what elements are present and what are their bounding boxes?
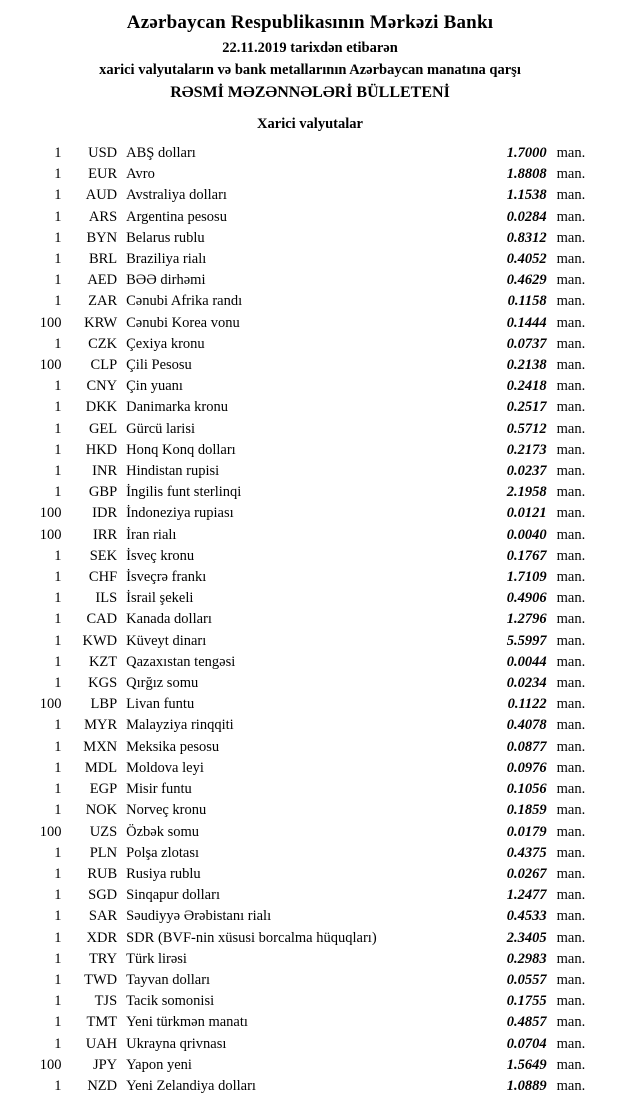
currency-amount: 1 [54,844,62,861]
currency-unit: man. [556,463,586,480]
currency-name: Yeni türkmən manatı [126,1014,248,1031]
currency-unit: man. [556,675,586,692]
currency-amount: 1 [54,887,62,904]
bulletin-heading: RƏSMİ MƏZƏNNƏLƏRİ BÜLLETENİ [170,84,450,101]
currency-rate: 0.4629 [506,272,547,289]
currency-code: TJS [94,993,118,1010]
currency-amount: 1 [54,335,62,352]
currency-name: Malayziya rinqqiti [126,717,234,734]
currency-rate: 0.0267 [506,865,547,882]
currency-amount: 1 [54,441,62,458]
currency-rate: 0.0179 [506,823,547,840]
currency-unit: man. [556,802,586,819]
currency-rate: 1.8808 [506,166,547,183]
currency-code: AUD [85,187,118,204]
currency-code: NOK [85,802,118,819]
currency-unit: man. [556,908,586,925]
currency-unit: man. [556,1056,586,1073]
currency-unit: man. [556,590,586,607]
currency-code: IDR [92,505,118,522]
currency-amount: 100 [39,505,62,522]
currency-rate: 1.2796 [506,611,547,628]
document-subtitle: xarici valyutaların və bank metallarının Azərbaycan manatına qarşı [99,62,521,78]
currency-amount: 1 [54,547,62,564]
currency-name: Hindistan rupisi [126,463,220,480]
currency-name: Moldova leyi [126,759,204,776]
currency-amount: 1 [54,399,62,416]
currency-code: SGD [88,887,118,904]
table-row [18,631,602,652]
currency-rate: 1.1538 [506,187,547,204]
table-row [18,800,602,821]
currency-code: MDL [84,759,118,776]
currency-unit: man. [556,547,586,564]
table-row [18,970,602,991]
currency-name: Avro [126,166,155,183]
currency-unit: man. [556,781,586,798]
currency-name: Cənubi Afrika randı [126,293,243,310]
currency-unit: man. [556,187,586,204]
currency-rate: 0.1056 [506,781,547,798]
table-row [18,376,602,397]
currency-unit: man. [556,759,586,776]
currency-unit: man. [556,314,586,331]
currency-unit: man. [556,272,586,289]
table-row [18,440,602,461]
currency-name: Səudiyyə Ərəbistanı rialı [126,908,272,925]
currency-name: Meksika pesosu [126,738,220,755]
table-row [18,906,602,927]
currency-name: Cənubi Korea vonu [126,314,240,331]
currency-code: LBP [90,696,118,713]
currency-amount: 100 [39,823,62,840]
currency-code: BRL [88,251,118,268]
currency-rate: 0.2517 [506,399,547,416]
currency-unit: man. [556,971,586,988]
currency-name: Belarus rublu [126,229,205,246]
currency-amount: 1 [54,208,62,225]
currency-unit: man. [556,526,586,543]
currency-rate: 0.0557 [506,971,547,988]
currency-rate: 0.0737 [506,335,547,352]
currency-amount: 1 [54,420,62,437]
currency-amount: 1 [54,993,62,1010]
currency-unit: man. [556,844,586,861]
currency-code: TWD [84,971,118,988]
table-row [18,758,602,779]
currency-name: Rusiya rublu [126,865,201,882]
currency-amount: 1 [54,293,62,310]
table-row [18,1012,602,1033]
table-row [18,567,602,588]
currency-amount: 1 [54,166,62,183]
currency-rate: 1.5649 [506,1056,547,1073]
currency-name: Norveç kronu [126,802,207,819]
currency-rate: 0.2138 [506,357,547,374]
currency-amount: 1 [54,950,62,967]
table-row [18,397,602,418]
currency-code: PLN [89,844,118,861]
currency-amount: 1 [54,484,62,501]
currency-rate: 0.1444 [506,314,547,331]
currency-code: CZK [88,335,118,352]
currency-unit: man. [556,865,586,882]
currency-unit: man. [556,145,586,161]
currency-name: Sinqapur dolları [126,887,220,904]
currency-rate: 0.2983 [506,950,547,967]
currency-rate: 0.0284 [506,208,547,225]
currency-unit: man. [556,887,586,904]
currency-code: IRR [92,526,118,543]
section-title-foreign-currencies: Xarici valyutalar [257,116,363,132]
currency-rate: 0.0237 [506,463,547,480]
currency-name: İngilis funt sterlinqi [126,484,242,501]
currency-name: Kanada dolları [126,611,212,628]
currency-name: Qırğız somu [126,675,199,692]
currency-amount: 1 [54,717,62,734]
currency-code: USD [88,145,118,161]
currency-name: BƏƏ dirhəmi [126,272,206,289]
currency-amount: 1 [54,781,62,798]
currency-amount: 1 [54,971,62,988]
table-row [18,503,602,524]
currency-code: INR [92,463,118,480]
currency-code: RUB [87,865,118,882]
currency-name: Türk lirəsi [126,950,187,967]
exchange-rates-table [18,143,602,1097]
currency-name: Polşa zlotası [126,844,200,861]
table-row [18,609,602,630]
document-header [18,12,602,102]
currency-unit: man. [556,696,586,713]
currency-code: HKD [85,441,118,458]
currency-code: MYR [84,717,118,734]
currency-amount: 1 [54,187,62,204]
currency-rate: 1.0889 [506,1077,547,1094]
currency-amount: 1 [54,738,62,755]
currency-amount: 1 [54,569,62,586]
currency-unit: man. [556,229,586,246]
currency-unit: man. [556,1035,586,1052]
currency-unit: man. [556,993,586,1010]
currency-amount: 1 [54,908,62,925]
currency-amount: 100 [39,314,62,331]
currency-unit: man. [556,441,586,458]
currency-amount: 1 [54,759,62,776]
currency-amount: 1 [54,1077,62,1094]
currency-name: Danimarka kronu [126,399,229,416]
table-row [18,143,602,164]
table-row [18,673,602,694]
currency-amount: 100 [39,696,62,713]
currency-rate: 0.0704 [506,1035,547,1052]
currency-name: Özbək somu [126,823,200,840]
currency-amount: 1 [54,378,62,395]
table-row [18,885,602,906]
table-row [18,546,602,567]
currency-name: ABŞ dolları [126,145,196,161]
currency-rate: 0.8312 [506,229,547,246]
currency-unit: man. [556,293,586,310]
table-row [18,185,602,206]
currency-amount: 100 [39,357,62,374]
currency-name: Çexiya kronu [126,335,205,352]
currency-name: Braziliya rialı [126,251,207,268]
table-row [18,270,602,291]
currency-name: Tayvan dolları [126,971,211,988]
currency-code: XDR [86,929,118,946]
table-row [18,419,602,440]
currency-rate: 0.1859 [506,802,547,819]
currency-unit: man. [556,251,586,268]
currency-rate: 0.0044 [506,653,547,670]
currency-code: KGS [88,675,118,692]
currency-code: ILS [95,590,118,607]
currency-name: Çili Pesosu [126,357,192,374]
table-row [18,779,602,800]
currency-amount: 1 [54,1014,62,1031]
currency-name: Qazaxıstan tengəsi [126,653,236,670]
currency-rate: 0.0121 [506,505,547,522]
currency-rate: 2.3405 [506,929,547,946]
table-row [18,313,602,334]
currency-name: Misir funtu [126,781,192,798]
table-row [18,164,602,185]
currency-code: TRY [88,950,118,967]
currency-name: İran rialı [126,526,177,543]
currency-code: JPY [92,1056,118,1073]
currency-code: CHF [88,569,118,586]
currency-unit: man. [556,166,586,183]
currency-amount: 1 [54,929,62,946]
currency-code: UAH [85,1035,118,1052]
currency-unit: man. [556,738,586,755]
currency-unit: man. [556,950,586,967]
currency-code: EGP [89,781,118,798]
table-row [18,291,602,312]
currency-amount: 100 [39,1056,62,1073]
currency-unit: man. [556,335,586,352]
currency-code: KWD [82,632,118,649]
currency-name: Gürcü larisi [126,420,195,437]
currency-unit: man. [556,1014,586,1031]
currency-name: İsveçrə frankı [126,569,207,586]
currency-code: EUR [88,166,118,183]
currency-unit: man. [556,1077,586,1094]
currency-name: Tacik somonisi [126,993,215,1010]
currency-code: TMT [86,1014,118,1031]
currency-unit: man. [556,208,586,225]
currency-name: Ukrayna qrivnası [126,1035,227,1052]
table-row [18,843,602,864]
currency-amount: 100 [39,526,62,543]
currency-amount: 1 [54,463,62,480]
currency-rate: 0.4857 [506,1014,547,1031]
currency-unit: man. [556,929,586,946]
currency-name: Livan funtu [126,696,195,713]
currency-rate: 0.1755 [506,993,547,1010]
currency-name: Yeni Zelandiya dolları [126,1077,256,1094]
table-row [18,461,602,482]
currency-name: İsveç kronu [126,547,195,564]
currency-rate: 0.0976 [506,759,547,776]
currency-unit: man. [556,653,586,670]
currency-code: SAR [88,908,118,925]
table-row [18,228,602,249]
currency-code: CAD [86,611,118,628]
currency-rate: 0.4078 [506,717,547,734]
currency-code: KZT [88,653,118,670]
currency-code: CLP [90,357,118,374]
table-row [18,525,602,546]
table-row [18,334,602,355]
currency-rate: 0.1122 [507,696,547,713]
currency-amount: 1 [54,590,62,607]
table-row [18,737,602,758]
currency-unit: man. [556,717,586,734]
table-row [18,207,602,228]
currency-rate: 0.1158 [507,293,547,310]
currency-unit: man. [556,505,586,522]
currency-code: NZD [87,1077,118,1094]
currency-rate: 1.7109 [506,569,547,586]
currency-rate: 0.0234 [506,675,547,692]
table-row [18,928,602,949]
currency-rate: 0.2173 [506,441,547,458]
currency-rate: 0.0877 [506,738,547,755]
currency-code: AED [87,272,118,289]
exchange-rates-body [18,143,602,1097]
currency-rate: 0.4052 [506,251,547,268]
currency-code: CNY [86,378,118,395]
currency-amount: 1 [54,675,62,692]
currency-unit: man. [556,569,586,586]
table-row [18,1076,602,1097]
currency-name: Honq Konq dolları [126,441,236,458]
currency-code: ZAR [88,293,118,310]
bank-title: Azərbaycan Respublikasının Mərkəzi Bankı [126,12,494,33]
currency-amount: 1 [54,145,62,161]
table-row [18,249,602,270]
currency-rate: 0.0040 [506,526,547,543]
currency-code: SEK [89,547,118,564]
currency-amount: 1 [54,865,62,882]
table-row [18,482,602,503]
currency-amount: 1 [54,611,62,628]
currency-code: MXN [83,738,118,755]
currency-unit: man. [556,420,586,437]
currency-name: SDR (BVF-nin xüsusi borcalma hüquqları) [126,929,377,946]
currency-amount: 1 [54,229,62,246]
currency-amount: 1 [54,632,62,649]
table-row [18,949,602,970]
currency-amount: 1 [54,251,62,268]
currency-rate: 0.1767 [506,547,547,564]
currency-code: DKK [85,399,118,416]
currency-rate: 0.5712 [506,420,547,437]
currency-name: İndoneziya rupiası [126,505,234,522]
table-row [18,1034,602,1055]
table-row [18,715,602,736]
table-row [18,822,602,843]
currency-amount: 1 [54,653,62,670]
table-row [18,864,602,885]
currency-rate: 1.7000 [506,145,547,161]
effective-date-line: 22.11.2019 tarixdən etibarən [222,40,398,56]
currency-code: BYN [86,229,118,246]
currency-rate: 5.5997 [506,632,547,649]
currency-name: İsrail şekeli [126,590,194,607]
table-row [18,588,602,609]
currency-code: GBP [88,484,118,501]
currency-rate: 0.2418 [506,378,547,395]
currency-rate: 0.4375 [506,844,547,861]
currency-unit: man. [556,823,586,840]
currency-name: Avstraliya dolları [126,187,227,204]
currency-rate: 0.4906 [506,590,547,607]
currency-amount: 1 [54,1035,62,1052]
currency-code: ARS [88,208,118,225]
table-row [18,652,602,673]
currency-rate: 2.1958 [506,484,547,501]
currency-rate: 1.2477 [506,887,547,904]
table-row [18,694,602,715]
table-row [18,355,602,376]
currency-unit: man. [556,611,586,628]
currency-amount: 1 [54,272,62,289]
currency-code: KRW [84,314,118,331]
currency-name: Çin yuanı [126,378,183,395]
currency-code: UZS [89,823,118,840]
currency-unit: man. [556,357,586,374]
currency-amount: 1 [54,802,62,819]
currency-code: GEL [88,420,118,437]
currency-name: Yapon yeni [126,1056,192,1073]
currency-unit: man. [556,378,586,395]
currency-name: Küveyt dinarı [126,632,207,649]
currency-rate: 0.4533 [506,908,547,925]
currency-unit: man. [556,632,586,649]
currency-unit: man. [556,484,586,501]
table-row [18,991,602,1012]
currency-unit: man. [556,399,586,416]
currency-name: Argentina pesosu [126,208,227,225]
